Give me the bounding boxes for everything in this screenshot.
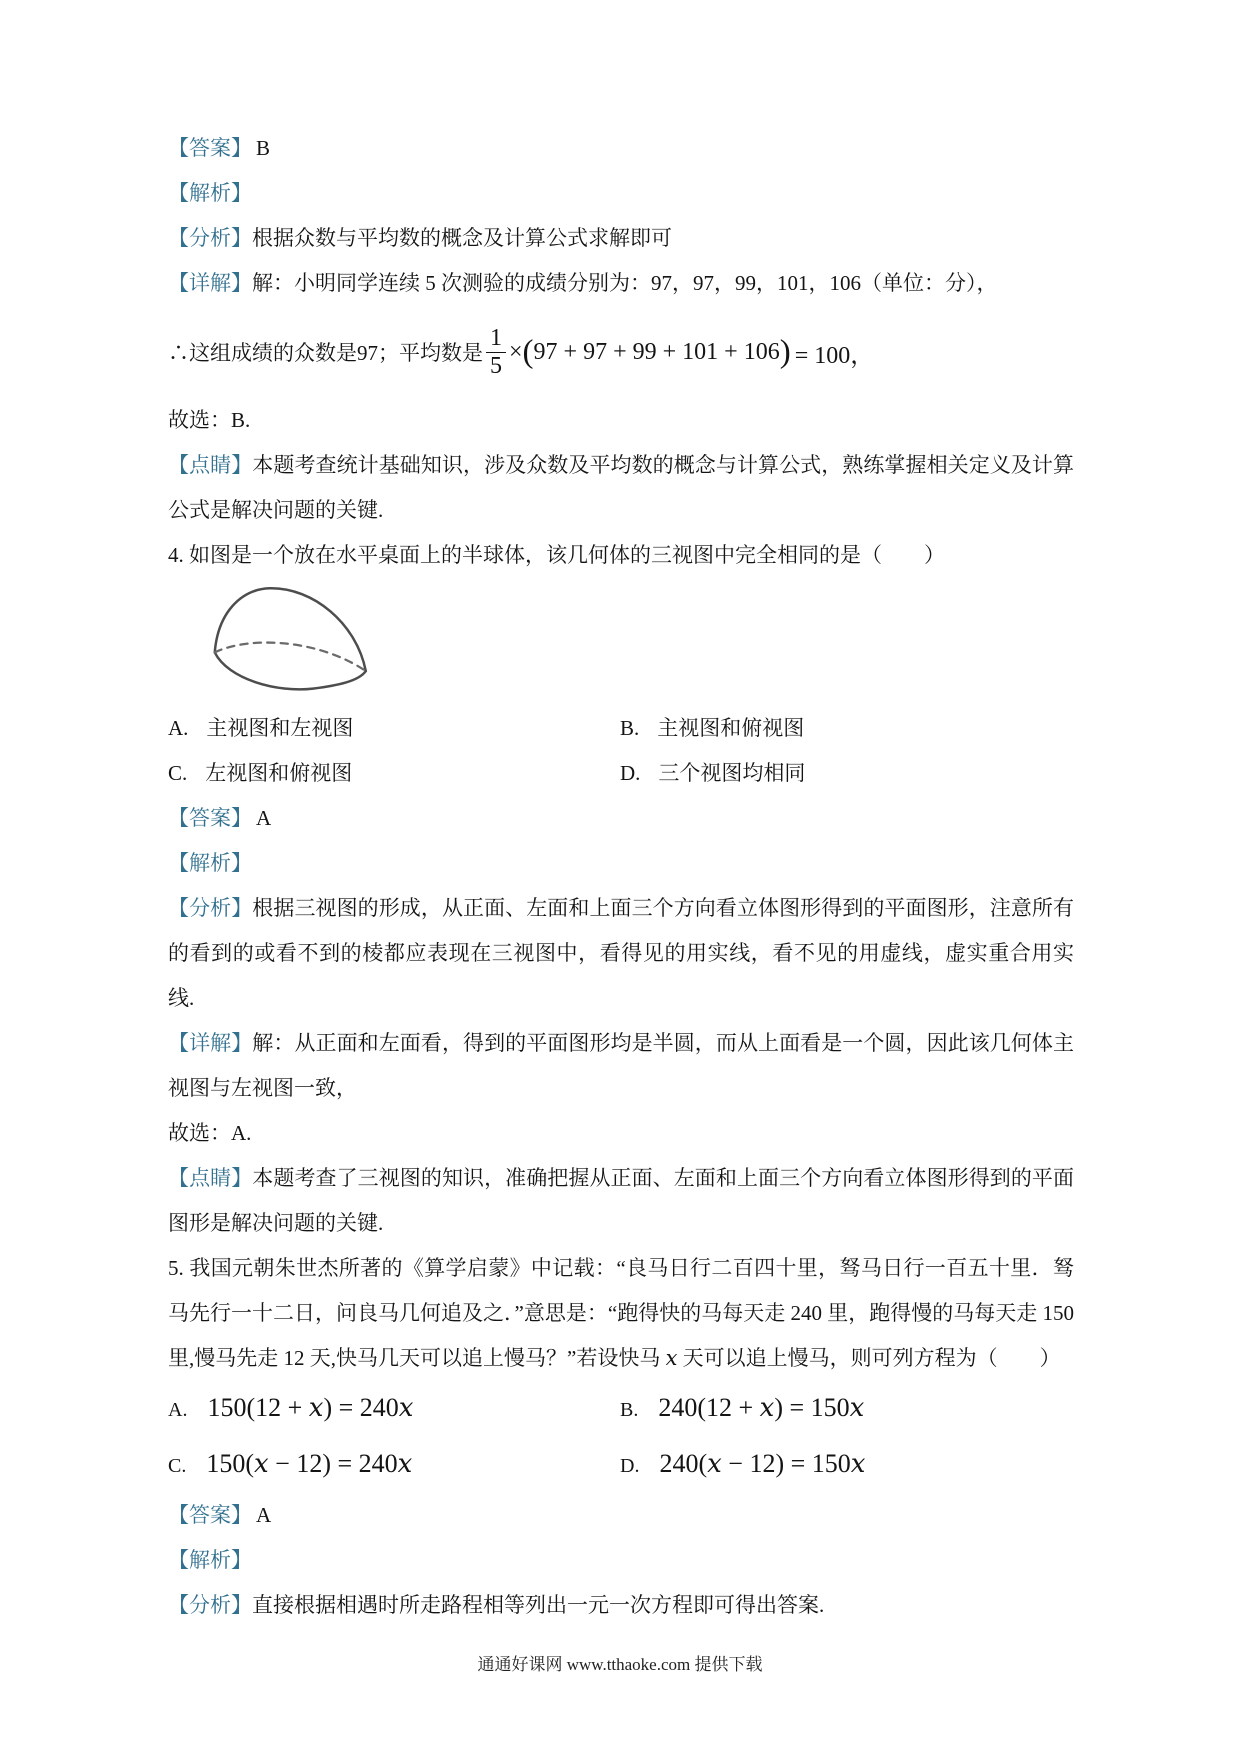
q3-formula-prefix: ∴这组成绩的众数是97；平均数是 — [168, 341, 483, 365]
q4-dianjing-text: 本题考查了三视图的知识，准确把握从正面、左面和上面三个方向看立体图形得到的平面图形是解决问题的关键. — [168, 1166, 1075, 1235]
q4-fenxi-line — [168, 886, 1074, 1021]
q3-xiangjie-text: 解：小明同学连续 5 次测验的成绩分别为：97，97，99，101，106（单位：分）， — [252, 271, 998, 295]
q5-answer-letter: A — [256, 1503, 272, 1527]
site-footer: 通通好课网 www.tthaoke.com 提供下载 — [477, 1655, 763, 1674]
q4-option-d — [620, 751, 1074, 796]
jiexi-label: 【解析】 — [168, 851, 252, 875]
q3-dianjing-line — [168, 443, 1074, 533]
q4-option-a-key: A. — [168, 716, 189, 740]
xiangjie-label: 【详解】 — [168, 271, 252, 295]
q4-option-a-text: 主视图和左视图 — [206, 716, 354, 740]
hemisphere-figure — [168, 580, 1074, 702]
jiexi-label: 【解析】 — [168, 1548, 252, 1572]
fraction-numerator: 1 — [486, 325, 506, 352]
q5-option-a — [168, 1381, 620, 1437]
q4-option-d-key: D. — [620, 761, 641, 785]
q5-option-b-key: B. — [620, 1399, 639, 1421]
document-body — [168, 126, 1074, 1628]
q5-fenxi-text: 直接根据相遇时所走路程相等列出一元一次方程即可得出答案. — [252, 1593, 825, 1617]
q4-option-c-key: C. — [168, 761, 188, 785]
q4-guxuan-line: 故选：A. — [168, 1121, 252, 1145]
q5-stem: 5. 我国元朝朱世杰所著的《算学启蒙》中记载：“良马日行二百四十里，驽马日行一百五十里．驽马先行一十二日，问良马几何追及之．”意思是：“跑得快的马每天走 240 里，跑得慢的马每天走 150 里,慢马先走 12 天,快马几天可以追上慢马？”若设快马 𝑥 天可以追上慢马，则可列方程为（ ） — [168, 1256, 1074, 1370]
q4-option-a — [168, 706, 620, 751]
q5-option-d-equation: 240(𝑥 − 12) = 150𝑥 — [659, 1449, 866, 1478]
q4-xiangjie-line — [168, 1021, 1074, 1111]
jiexi-label: 【解析】 — [168, 181, 252, 205]
answer-label: 【答案】 — [168, 806, 252, 830]
q4-answer-letter: A — [256, 806, 272, 830]
q3-fenxi-text: 根据众数与平均数的概念及计算公式求解即可 — [252, 226, 672, 250]
q5-option-d-key: D. — [620, 1455, 640, 1477]
q4-answer-line — [168, 796, 1074, 841]
q4-stem: 4. 如图是一个放在水平桌面上的半球体，该几何体的三视图中完全相同的是（ ） — [168, 543, 945, 567]
q5-option-a-key: A. — [168, 1399, 188, 1421]
q3-formula — [168, 306, 1074, 398]
q5-option-b — [620, 1381, 1074, 1437]
q4-option-c — [168, 751, 620, 796]
q3-formula-rparen: ) — [779, 333, 791, 370]
q3-formula-inner: 97 + 97 + 99 + 101 + 106 — [533, 338, 780, 365]
q3-answer-letter: B — [256, 136, 271, 160]
answer-label: 【答案】 — [168, 1503, 252, 1527]
q5-jiexi-line — [168, 1538, 1074, 1583]
q3-xiangjie-line — [168, 261, 1074, 306]
dianjing-label: 【点睛】 — [168, 453, 253, 477]
q5-option-c — [168, 1437, 620, 1493]
q4-dianjing-line — [168, 1156, 1074, 1246]
q4-option-d-text: 三个视图均相同 — [658, 761, 806, 785]
q5-option-b-equation: 240(12 + 𝑥) = 150𝑥 — [658, 1393, 865, 1422]
xiangjie-label: 【详解】 — [168, 1031, 253, 1055]
q4-jiexi-line — [168, 841, 1074, 886]
q4-options — [168, 706, 1074, 796]
answer-label: 【答案】 — [168, 136, 252, 160]
fraction-denominator: 5 — [490, 352, 502, 379]
fenxi-label: 【分析】 — [168, 896, 253, 920]
q4-fenxi-text: 根据三视图的形成，从正面、左面和上面三个方向看立体图形得到的平面图形，注意所有的看到的或看不到的棱都应表现在三视图中，看得见的用实线，看不见的用虚线，虚实重合用实线. — [168, 896, 1075, 1010]
q3-guxuan-line: 故选：B. — [168, 408, 251, 432]
q3-fenxi-line — [168, 216, 1074, 261]
hemisphere-svg — [168, 580, 396, 700]
q4-option-b-key: B. — [620, 716, 640, 740]
q4-option-b-text: 主视图和俯视图 — [657, 716, 805, 740]
q4-option-b — [620, 706, 1074, 751]
fraction-one-fifth — [486, 325, 506, 379]
fenxi-label: 【分析】 — [168, 226, 252, 250]
q3-formula-lparen: ( — [522, 333, 534, 370]
q4-option-c-text: 左视图和俯视图 — [205, 761, 353, 785]
q3-jiexi-line — [168, 171, 1074, 216]
q3-answer-line — [168, 126, 1074, 171]
q5-option-c-key: C. — [168, 1455, 187, 1477]
q3-dianjing-text: 本题考查统计基础知识，涉及众数及平均数的概念与计算公式，熟练掌握相关定义及计算公式是解决问题的关键. — [168, 453, 1075, 522]
fenxi-label: 【分析】 — [168, 1593, 252, 1617]
q4-xiangjie-text: 解：从正面和左面看，得到的平面图形均是半圆，而从上面看是一个圆，因此该几何体主视图与左视图一致， — [168, 1031, 1075, 1100]
q5-fenxi-line — [168, 1583, 1074, 1628]
q5-option-c-equation: 150(𝑥 − 12) = 240𝑥 — [206, 1449, 413, 1478]
q5-option-d — [620, 1437, 1074, 1493]
q3-formula-result: = 100， — [794, 342, 875, 369]
q3-formula-times: × — [509, 338, 523, 365]
dianjing-label: 【点睛】 — [168, 1166, 253, 1190]
q5-options — [168, 1381, 1074, 1493]
q5-answer-line — [168, 1493, 1074, 1538]
q5-option-a-equation: 150(12 + 𝑥) = 240𝑥 — [207, 1393, 414, 1422]
